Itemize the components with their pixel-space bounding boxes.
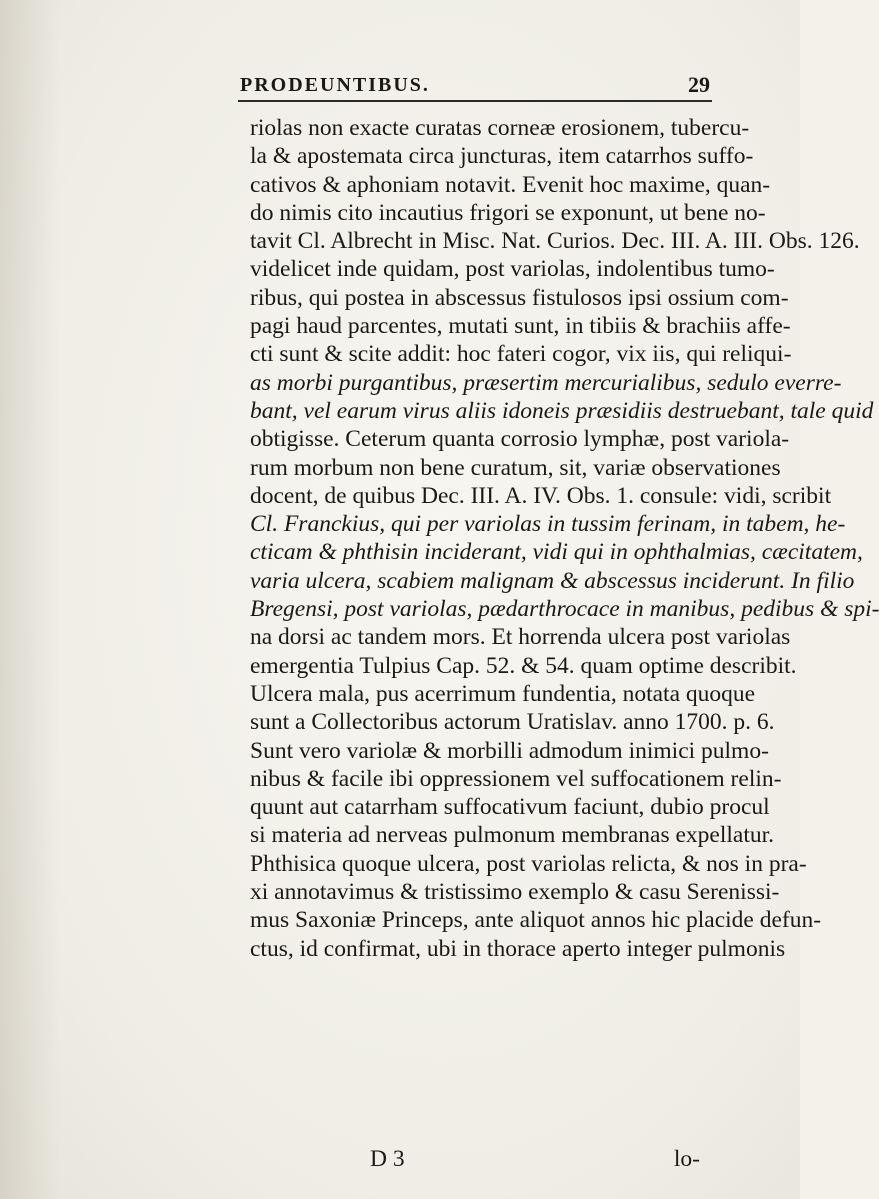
text-line: rum morbum non bene curatum, sit, variæ observationes (250, 454, 781, 481)
text-line: mus Saxoniæ Princeps, ante aliquot annos hic placide defun- (250, 907, 822, 934)
text-line: pagi haud parcentes, mutati sunt, in tibiis & brachiis affe- (250, 313, 791, 340)
text-line-quotation: cticam & phthisin inciderant, vidi qui in ophthalmias, cæcitatem, (250, 539, 863, 566)
text-line: Phthisica quoque ulcera, post variolas relicta, & nos in pra- (250, 850, 807, 877)
text-line-quotation: Bregensi, post variolas, pædarthrocace in manibus, pedibus & spi- (250, 596, 879, 623)
header-rule (238, 100, 712, 102)
text-line: Ulcera mala, pus acerrimum fundentia, notata quoque (250, 680, 756, 707)
catchword: lo- (673, 1146, 700, 1172)
text-line: sunt a Collectoribus actorum Uratislav. anno 1700. p. 6. (250, 709, 775, 736)
text-line: riolas non exacte curatas corneæ erosionem, tubercu- (250, 115, 750, 141)
text-line: na dorsi ac tandem mors. Et horrenda ulcera post variolas (250, 624, 791, 651)
text-line: ribus, qui postea in abscessus fistulosos ipsi ossium com- (250, 284, 789, 311)
text-line-quotation: Cl. Franckius, qui per variolas in tussim ferinam, in tabem, he- (250, 511, 846, 538)
text-line-quotation: as morbi purgantibus, præsertim mercurialibus, sedulo everre- (250, 369, 842, 396)
body-text (250, 114, 879, 963)
text-line: quunt aut catarrham suffocativum faciunt, dubio procul (250, 794, 770, 821)
text-line: do nimis cito incautius frigori se exponunt, ut bene no- (250, 199, 766, 226)
text-line: si materia ad nerveas pulmonum membranas expellatur. (250, 822, 775, 849)
signature-mark: D 3 (370, 1146, 405, 1172)
text-line: xi annotavimus & tristissimo exemplo & casu Serenissi- (250, 879, 780, 906)
running-head: PRODEUNTIBUS. (240, 74, 430, 96)
text-line-quotation: varia ulcera, scabiem malignam & abscessus inciderunt. In filio (250, 567, 855, 594)
text-line-quotation: bant, vel earum virus aliis idoneis præsidiis destruebant, tale quid (250, 397, 874, 424)
text-line: tavit Cl. Albrecht in Misc. Nat. Curios. Dec. III. A. III. Obs. 126. (250, 228, 860, 255)
text-line: cti sunt & scite addit: hoc fateri cogor, vix iis, qui reliqui- (250, 341, 792, 368)
page-footer (370, 1146, 700, 1176)
text-line: Sunt vero variolæ & morbilli admodum inimici pulmo- (250, 737, 769, 764)
text-line: ctus, id confirmat, ubi in thorace aperto integer pulmonis (250, 935, 786, 962)
text-line: nibus & facile ibi oppressionem vel suffocationem relin- (250, 765, 782, 792)
page-number: 29 (688, 72, 710, 97)
text-line: videlicet inde quidam, post variolas, indolentibus tumo- (250, 256, 775, 283)
text-line: obtigisse. Ceterum quanta corrosio lymphæ, post variola- (250, 426, 790, 453)
text-line: docent, de quibus Dec. III. A. IV. Obs. 1. consule: vidi, scribit (250, 482, 832, 509)
gutter-shadow (0, 0, 60, 1199)
text-line: cativos & aphoniam notavit. Evenit hoc maxime, quan- (250, 171, 771, 198)
text-line: la & apostemata circa juncturas, item catarrhos suffo- (250, 143, 754, 170)
page-header (230, 70, 710, 102)
text-line: emergentia Tulpius Cap. 52. & 54. quam optime describit. (250, 652, 797, 679)
